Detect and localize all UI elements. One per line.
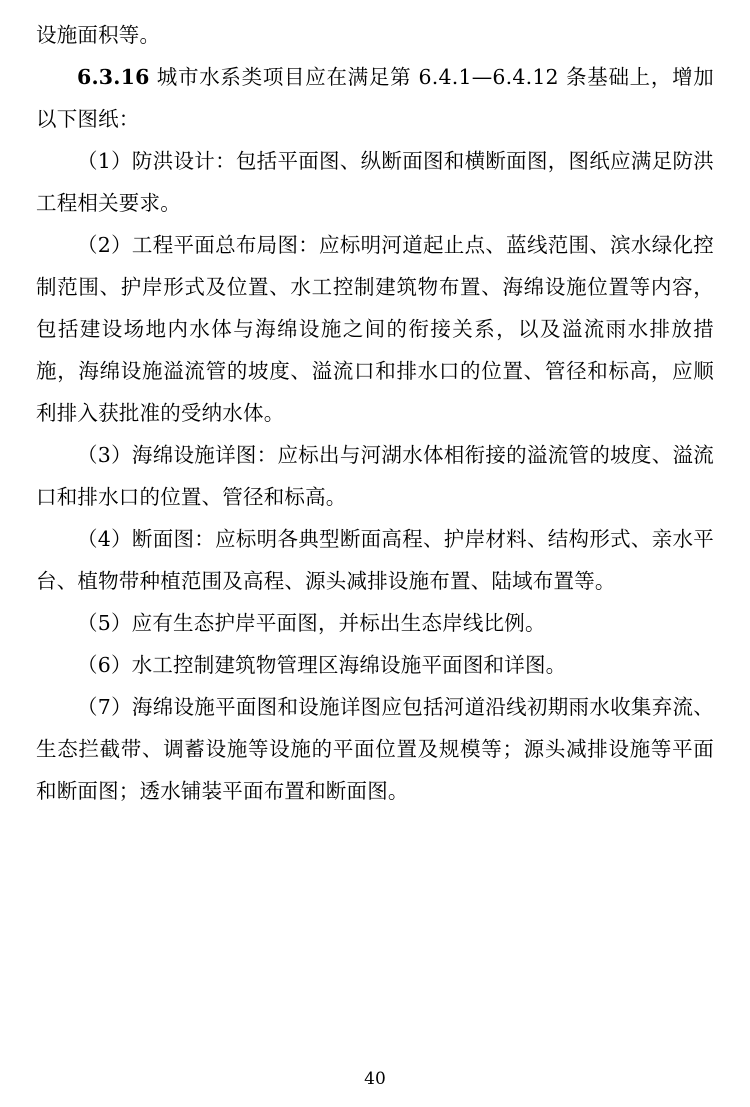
paragraph-continuation: 设施面积等。 <box>36 23 161 47</box>
clause-text: 城市水系类项目应在满足第 6.4.1—6.4.12 条基础上，增加以下图纸： <box>36 65 714 131</box>
clause-number: 6.3.16 <box>77 65 150 89</box>
list-item-7: （7）海绵设施平面图和设施详图应包括河道沿线初期雨水收集弃流、生态拦截带、调蓄设施等设施的平面位置及规模等；源头减排设施等平面和断面图；透水铺装平面布置和断面图。 <box>36 695 714 803</box>
list-item-4: （4）断面图：应标明各典型断面高程、护岸材料、结构形式、亲水平台、植物带种植范围及高程、源头减排设施布置、陆域布置等。 <box>36 527 714 593</box>
list-item-1: （1）防洪设计：包括平面图、纵断面图和横断面图，图纸应满足防洪工程相关要求。 <box>36 149 714 215</box>
clause-6-3-16 <box>36 56 714 140</box>
list-item-3: （3）海绵设施详图：应标出与河湖水体相衔接的溢流管的坡度、溢流口和排水口的位置、管径和标高。 <box>36 443 714 509</box>
clause-number-space <box>150 65 157 89</box>
page-number: 40 <box>364 1069 386 1089</box>
list-item-5: （5）应有生态护岸平面图，并标出生态岸线比例。 <box>77 611 546 635</box>
list-item-6: （6）水工控制建筑物管理区海绵设施平面图和详图。 <box>77 653 567 677</box>
page-body <box>36 14 714 812</box>
list-item-2: （2）工程平面总布局图：应标明河道起止点、蓝线范围、滨水绿化控制范围、护岸形式及位置、水工控制建筑物布置、海绵设施位置等内容，包括建设场地内水体与海绵设施之间的衔接关系，以及溢流雨水排放措施，海绵设施溢流管的坡度、溢流口和排水口的位置、管径和标高，应顺利排入获批准的受纳水体。 <box>36 233 714 425</box>
